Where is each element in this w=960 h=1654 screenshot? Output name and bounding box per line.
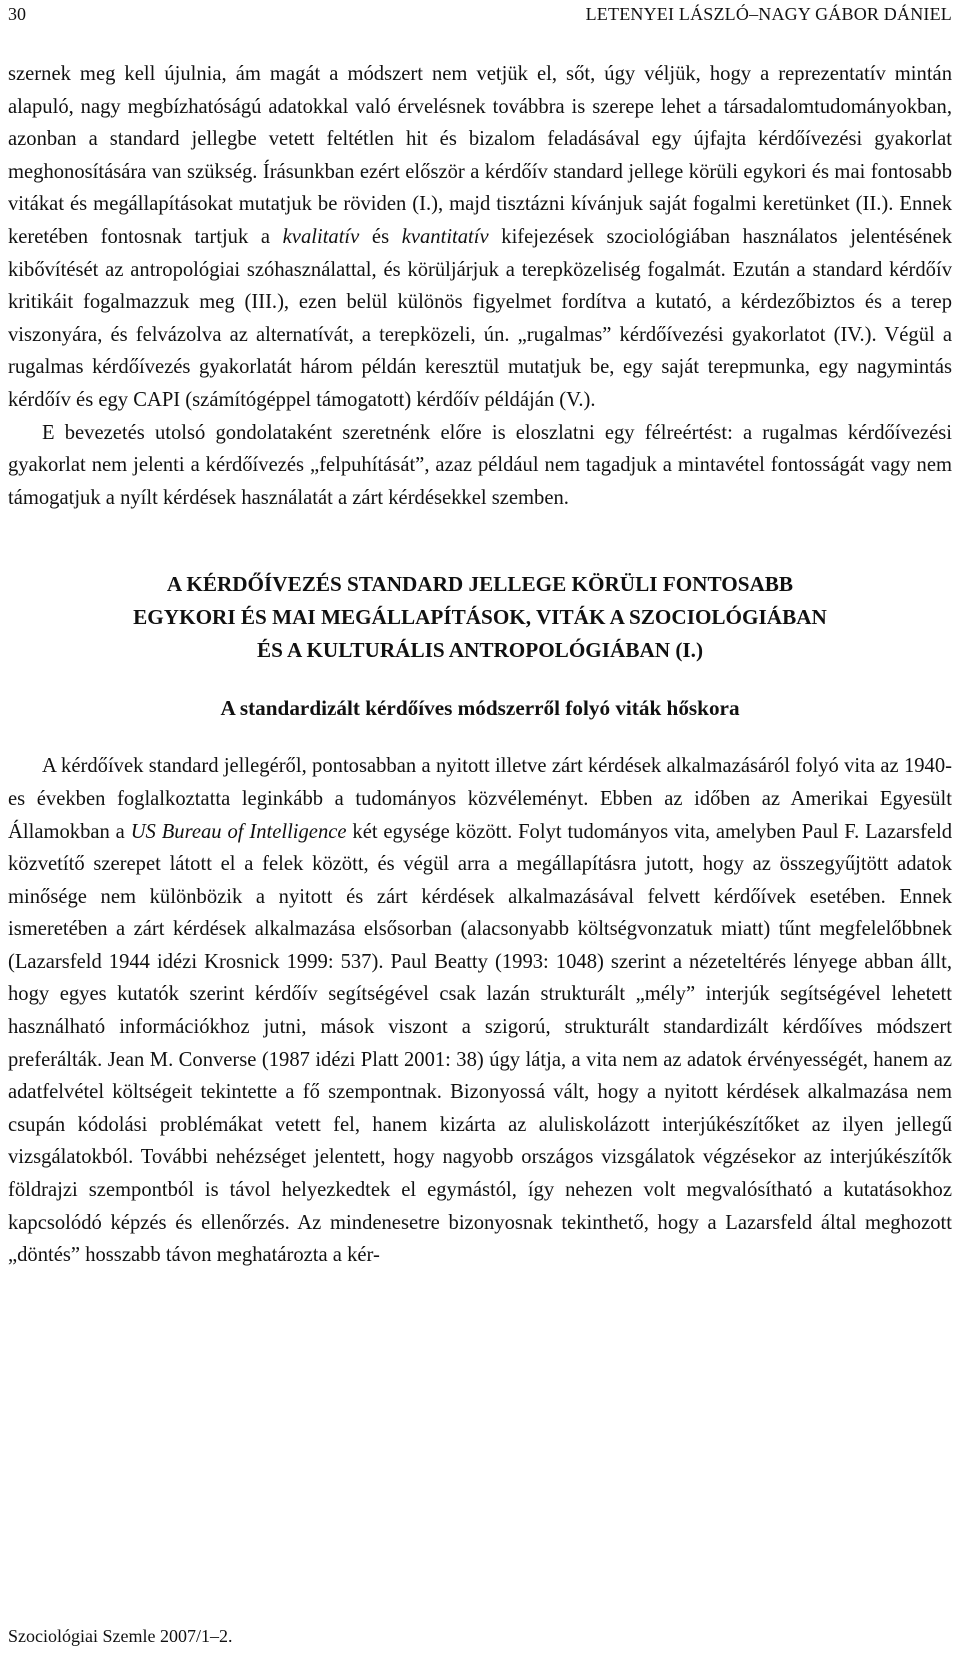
intro-p1-text-b: és (359, 225, 402, 248)
section-heading (8, 568, 952, 667)
section-heading-line-3: ÉS A KULTURÁLIS ANTROPOLÓGIÁBAN (I.) (256, 638, 704, 663)
article-body (8, 58, 952, 1272)
section-heading-line-1: A KÉRDŐÍVEZÉS STANDARD JELLEGE KÖRÜLI FONTOSABB (166, 572, 794, 597)
section-p1-text-a: A kérdőívek standard jellegéről, pontosabban a nyitott illetve zárt kérdések alkalmazásáról folyó vita az 1940-es években foglalkoztatta leginkább a tudományos közvéleményt. Ebben az időben az Amerikai Egyesült Államokban a (8, 755, 952, 843)
page-number: 30 (8, 4, 26, 24)
page (8, 0, 952, 1654)
running-title: LETENYEI LÁSZLÓ–NAGY GÁBOR DÁNIEL (585, 4, 952, 24)
section-p1-text-b: két egysége között. Folyt tudományos vita, amelyben Paul F. Lazarsfeld közvetítő szerepet látott el a felek között, és végül arra a megállapításra jutott, hogy az összegyűjtött adatok minősége nem különbözik a nyitott és zárt kérdések alkalmazásával felvett kérdőívek esetében. Ennek ismeretében a zárt kérdések alkalmazása elsősorban (alacsonyabb költségvonzatuk miatt) tűnt megfelelőbbnek (Lazarsfeld 1944 idézi Krosnick 1999: 537). Paul Beatty (1993: 1048) szerint a nézeteltérés lényege abban állt, hogy egyes kutatók szerint kérdőív segítségével csak lazán strukturált „mély” interjúk segítségével lehetett használható információkhoz jutni, mások viszont a szigorú, strukturált standardizált kérdőíves módszert preferálták. Jean M. Converse (1987 idézi Platt 2001: 38) úgy látja, a vita nem az adatok érvényességét, hanem az adatfelvétel költségeit tekintette a fő szempontnak. Bizonyossá vált, hogy a nyitott kérdések alkalmazása nem csupán kódolási problémákat vetett fel, hanem kizárta az aluliskolázott interjúkészítőket az ilyen jellegű vizsgálatokból. További nehézséget jelentett, hogy nagyobb országos vizsgálatok végzésekor az interjúkészítők földrajzi szempontból is távol helyezkedtek el egymástól, így nehezen volt megvalósítható a kutatásokhoz kapcsolódó képzés és ellenőrzés. Az mindenesetre bizonyosnak tekinthető, hogy a Lazarsfeld által meghozott „döntés” hosszabb távon meghatározta a kér- (8, 820, 952, 1267)
section-heading-line-2: EGYKORI ÉS MAI MEGÁLLAPÍTÁSOK, VITÁK A SZOCIOLÓGIÁBAN (133, 605, 827, 630)
section-p1-italic-bureau: US Bureau of Intelligence (130, 820, 347, 843)
intro-paragraph-1 (8, 58, 952, 417)
intro-p1-italic-kvalitativ: kvalitatív (282, 225, 360, 248)
section-paragraph-1 (8, 750, 952, 1272)
intro-p1-text-a: szernek meg kell újulnia, ám magát a módszert nem vetjük el, sőt, úgy véljük, hogy a reprezentatív mintán alapuló, nagy megbízhatóságú adatokkal való érvelésnek továbbra is szerepe lehet a társadalomtudományokban, azonban a standard jellegbe vetett feltétlen hit és bizalom feladásával egy újfajta kérdőívezési gyakorlat meghonosítására van szükség. Írásunkban ezért először a kérdőív standard jellege körüli egykori és mai fontosabb vitákat és megállapításokat mutatjuk be röviden (I.), majd tisztázni kívánjuk saját fogalmi keretünket (II.). Ennek keretében fontosnak tartjuk a (8, 63, 952, 248)
subsection-heading: A standardizált kérdőíves módszerről folyó viták hőskora (220, 696, 740, 721)
intro-paragraph-2: E bevezetés utolsó gondolataként szeretnénk előre is eloszlatni egy félreértést: a rugalmas kérdőívezési gyakorlat nem jelenti a kérdőívezés „felpuhítását”, azaz például nem tagadjuk a mintavétel fontosságát vagy nem támogatjuk a nyílt kérdések használatát a zárt kérdésekkel szemben. (8, 421, 952, 509)
intro-p1-italic-kvantitativ: kvantitatív (401, 225, 489, 248)
intro-p1-text-c: kifejezések szociológiában használatos jelentésének kibővítését az antropológiai szóhasználattal, és körüljárjuk a terepközeliség fogalmát. Ezután a standard kérdőív kritikáit fogalmazzuk meg (III.), ezen belül különös figyelmet fordítva a kutató, a kérdezőbiztos és a terep viszonyára, és felvázolva az alternatívát, a terepközeli, ún. „rugalmas” kérdőívezési gyakorlatot (IV.). Végül a rugalmas kérdőívezés gyakorlatát három példán keresztül mutatjuk be, egy saját terepmunka, egy nagymintás kérdőív és egy CAPI (számítógéppel támogatott) kérdőív példáján (V.). (8, 225, 952, 411)
running-header (8, 4, 952, 30)
journal-footer: Szociológiai Szemle 2007/1–2. (8, 1626, 233, 1646)
